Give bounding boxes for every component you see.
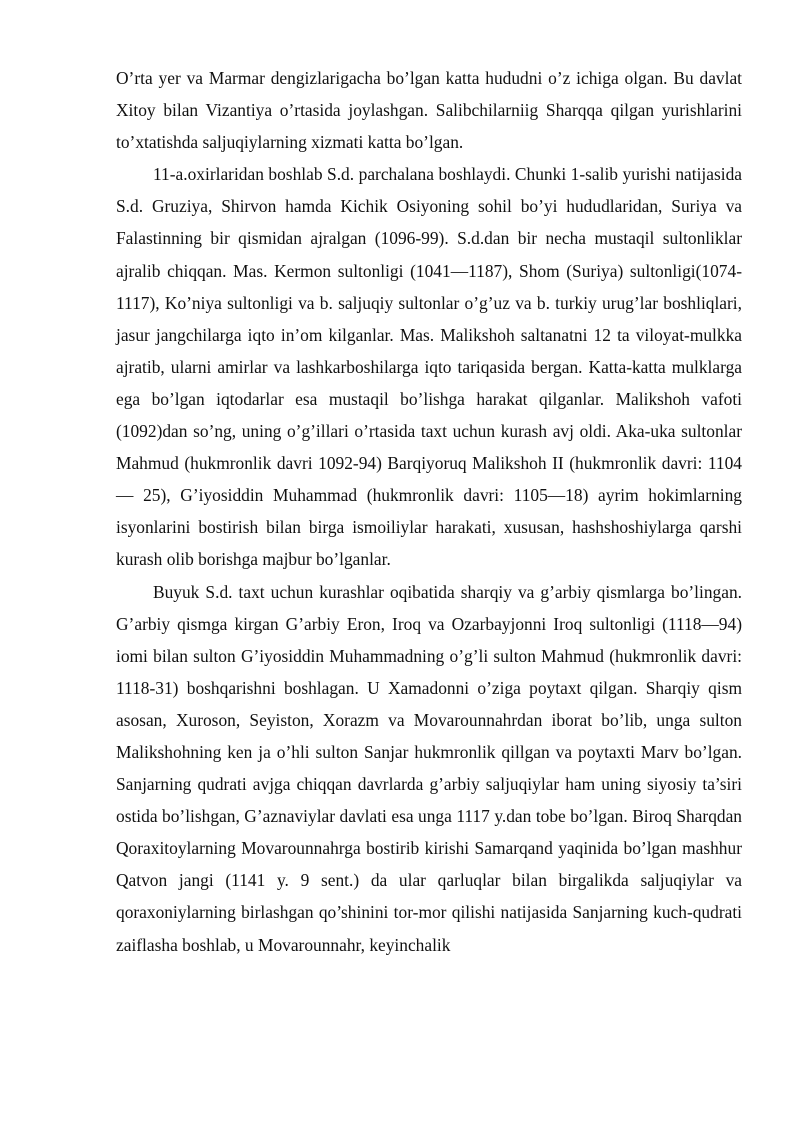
document-page (116, 62, 742, 961)
paragraph: Buyuk S.d. taxt uchun kurashlar oqibatida sharqiy va g’arbiy qismlarga bo’lingan. G’arbiy qismga kirgan G’arbiy Eron, Iroq va Ozarbayjonni Iroq sultonligi (1118—94) iomi bilan sulton G’iyosiddin Muhammadnіng o’g’li sulton Mahmud (hukmronlik davri: 1118-31) boshqarishni boshlagan. U Xamadonni o’ziga poytaxt qilgan. Sharqiy qism asosan, Xuroson, Seyiston, Xorazm va Movarounnahrdan iborat bo’lib, unga sulton Malikshohning ken ja o’hli sulton Sanjar hukmronlik qillgan va poytaxti Marv bo’lgan. Sanjarning qudrati avjga chiqqan davrlarda g’arbiy saljuqiylar ham uning siyosiy ta’siri ostida bo’lishgan, G’aznaviylar davlati esa unga 1117 y.dan tobe bo’lgan. Biroq Sharqdan Qoraxitoylarning Movarounnahrga bostirib kirishi Samarqand yaqinida bo’lgan mashhur Qatvon jangi (1141 y. 9 sent.) da ular qarluqlar bilan birgalikda saljuqiylar va qoraxoniylarning birlashgan qo’shinini tor-mor qilishi natijasida Sanjarning kuch-qudrati zaiflasha boshlab, u Movarounnahr, keyinchalik (116, 581, 742, 955)
paragraph: O’rta yer va Marmar dengizlarigacha bo’lgan katta hududni o’z ichiga olgan. Bu davlat Xitoy bilan Vizantiya o’rtasida joylashgan. Salibchilarniig Sharqqa qilgan yurishlarini to’xtatishda saljuqiylarning xizmati katta bo’lgan. (116, 68, 742, 153)
paragraph: 11-a.oxirlaridan boshlab S.d. parchalana boshlaydi. Chunki 1-salib yurishi natijasida S.d. Gruziya, Shirvon hamda Kichik Osiyoning sohil bo’yi hududlaridan, Suriya va Falastinning bir qismidan ajralgan (1096-99). S.d.dan bir necha mustaqil sultonliklar ajralib chiqqan. Mas. Kermon sultonligi (1041—1187), Shom (Suriya) sultonligi(1074-1117), Ko’niya sultonligi va b. saljuqiy sultonlar o’g’uz va b. turkiy urug’lar boshliqlari, jasur jangchilarga iqto in’om kilganlar. Mas. Malikshoh saltanatni 12 ta viloyat-mulkka ajratib, ularni amirlar va lashkarboshilarga iqto tariqasida bergan. Katta-katta mulklarga ega bo’lgan iqtodarlar esa mustaqil bo’lishga harakat qilganlar. Malikshoh vafoti (1092)dan so’ng, uning o’g’illari o’rtasida taxt uchun kurash avj oldi. Aka-uka sultonlar Mahmud (hukmronlik davri 1092-94) Barqiyoruq Malikshoh II (hukmronlik davri: 1104— 25), G’iyosiddin Muhammad (hukmronlik davri: 1105—18) ayrim hokimlarning isyonlarini bostirish bilan birga ismoiliylar harakati, xususan, hashshoshiylarga qarshi kurash olib borishga majbur bo’lganlar. (116, 164, 742, 570)
